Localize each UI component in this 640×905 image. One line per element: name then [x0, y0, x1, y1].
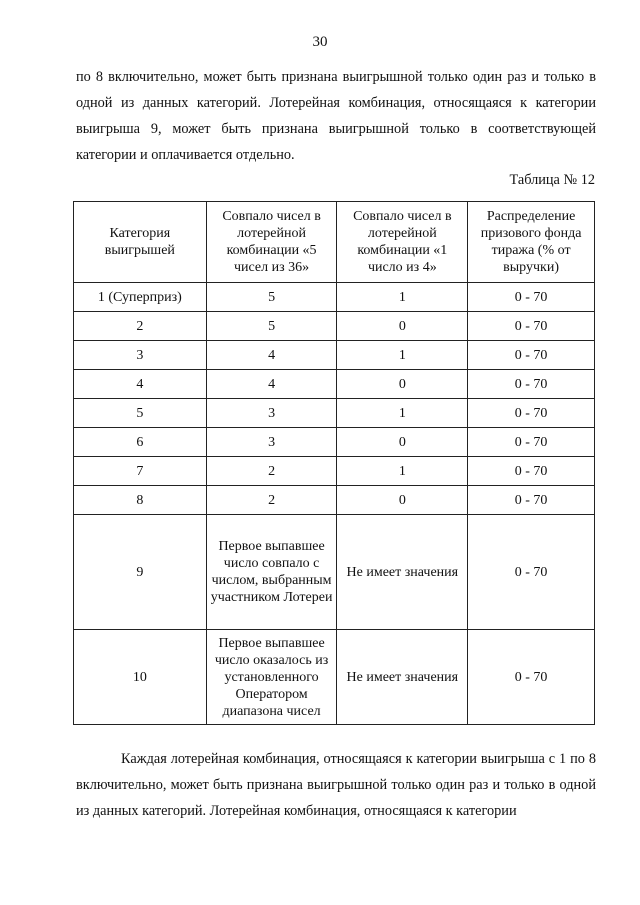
- table-row: [74, 457, 595, 486]
- table-row: [74, 486, 595, 515]
- cell-category: 9: [74, 515, 207, 630]
- cell-matched-5-of-36: 3: [206, 428, 337, 457]
- cell-matched-1-of-4: 1: [337, 283, 468, 312]
- table-row: [74, 630, 595, 725]
- cell-category: 8: [74, 486, 207, 515]
- cell-category: 7: [74, 457, 207, 486]
- cell-matched-5-of-36: Первое выпавшее число совпало с числом, выбранным участником Лотереи: [206, 515, 337, 630]
- table-caption: Таблица № 12: [509, 172, 595, 188]
- cell-matched-5-of-36: 4: [206, 370, 337, 399]
- table-row: [74, 428, 595, 457]
- header-matched-1-of-4: Совпало чисел в лотерейной комбинации «1 число из 4»: [337, 202, 468, 283]
- header-category: Категория выигрышей: [74, 202, 207, 283]
- cell-category: 3: [74, 341, 207, 370]
- page-number: 30: [312, 34, 328, 50]
- cell-prize-share: 0 - 70: [468, 457, 595, 486]
- table-header-row: [74, 202, 595, 283]
- cell-prize-share: 0 - 70: [468, 515, 595, 630]
- cell-matched-5-of-36: Первое выпавшее число оказалось из установленного Оператором диапазона чисел: [206, 630, 337, 725]
- cell-matched-5-of-36: 5: [206, 312, 337, 341]
- prize-distribution-table: [73, 201, 595, 725]
- cell-prize-share: 0 - 70: [468, 399, 595, 428]
- table-row: [74, 515, 595, 630]
- table-row: [74, 341, 595, 370]
- cell-matched-1-of-4: 1: [337, 399, 468, 428]
- cell-matched-1-of-4: 0: [337, 428, 468, 457]
- table-row: [74, 312, 595, 341]
- cell-category: 2: [74, 312, 207, 341]
- cell-matched-5-of-36: 2: [206, 457, 337, 486]
- cell-matched-1-of-4: Не имеет значения: [337, 630, 468, 725]
- cell-prize-share: 0 - 70: [468, 312, 595, 341]
- cell-matched-1-of-4: 1: [337, 341, 468, 370]
- cell-matched-1-of-4: 0: [337, 370, 468, 399]
- cell-prize-share: 0 - 70: [468, 283, 595, 312]
- table-row: [74, 399, 595, 428]
- cell-category: 4: [74, 370, 207, 399]
- header-matched-5-of-36: Совпало чисел в лотерейной комбинации «5 чисел из 36»: [206, 202, 337, 283]
- paragraph-top: по 8 включительно, может быть признана выигрышной только один раз и только в одной из данных категорий. Лотерейная комбинация, относящаяся к категории выигрыша 9, может быть признана выигрышной только в соответствующей категории и оплачивается отдельно.: [76, 69, 596, 163]
- cell-prize-share: 0 - 70: [468, 370, 595, 399]
- cell-category: 10: [74, 630, 207, 725]
- table-row: [74, 283, 595, 312]
- cell-prize-share: 0 - 70: [468, 486, 595, 515]
- cell-matched-1-of-4: 0: [337, 312, 468, 341]
- cell-matched-1-of-4: 0: [337, 486, 468, 515]
- header-prize-fund-distribution: Распределение призового фонда тиража (% от выручки): [468, 202, 595, 283]
- cell-matched-1-of-4: Не имеет значения: [337, 515, 468, 630]
- cell-matched-1-of-4: 1: [337, 457, 468, 486]
- cell-category: 6: [74, 428, 207, 457]
- paragraph-bottom: Каждая лотерейная комбинация, относящаяся к категории выигрыша с 1 по 8 включительно, может быть признана выигрышной только один раз и только в одной из данных категорий. Лотерейная комбинация, относящаяся к категории: [76, 751, 596, 819]
- cell-prize-share: 0 - 70: [468, 341, 595, 370]
- cell-matched-5-of-36: 5: [206, 283, 337, 312]
- table-row: [74, 370, 595, 399]
- cell-matched-5-of-36: 3: [206, 399, 337, 428]
- cell-category: 5: [74, 399, 207, 428]
- cell-prize-share: 0 - 70: [468, 428, 595, 457]
- cell-category: 1 (Суперприз): [74, 283, 207, 312]
- cell-prize-share: 0 - 70: [468, 630, 595, 725]
- cell-matched-5-of-36: 2: [206, 486, 337, 515]
- cell-matched-5-of-36: 4: [206, 341, 337, 370]
